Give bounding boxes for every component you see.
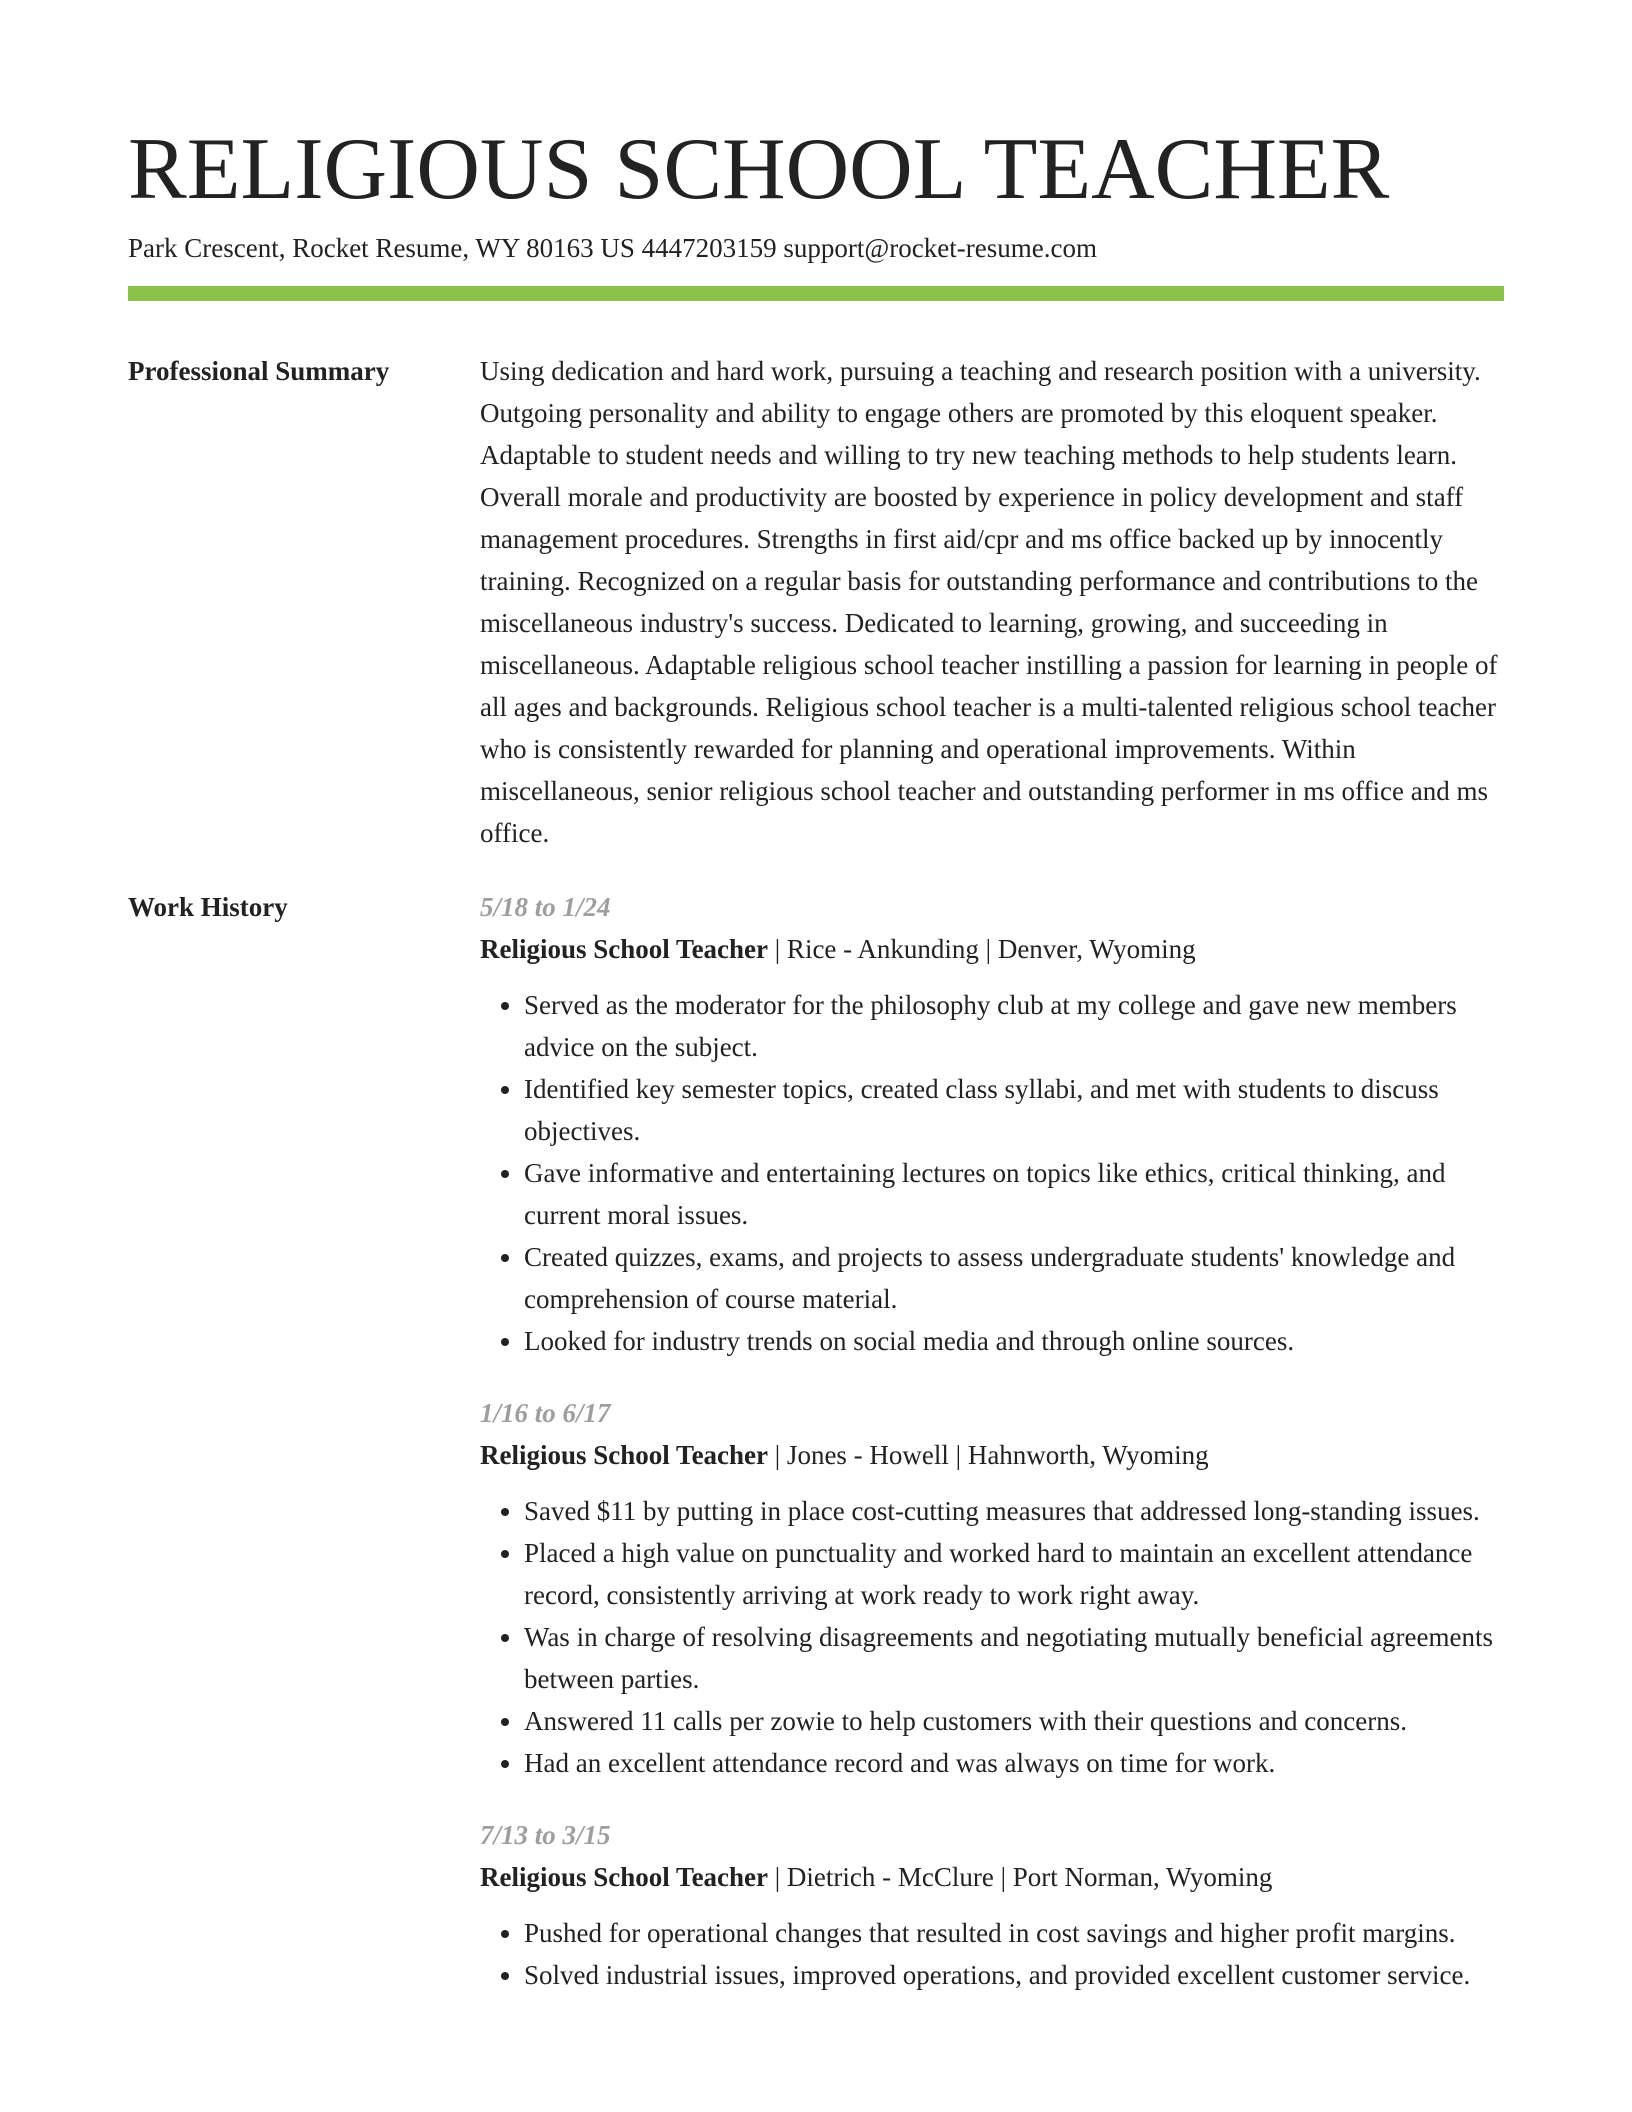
job-heading	[480, 1434, 1504, 1476]
job-dates: 7/13 to 3/15	[480, 1820, 611, 1850]
resume-name-heading: RELIGIOUS SCHOOL TEACHER	[128, 121, 1390, 218]
header-divider	[128, 286, 1504, 301]
job-title: Religious School Teacher	[480, 1440, 769, 1470]
job-employer-location: | Dietrich - McClure | Port Norman, Wyoming	[768, 1862, 1273, 1892]
job-bullet-list	[480, 1912, 1504, 1996]
job-bullet: • Gave informative and entertaining lectures on topics like ethics, critical thinking, and current moral issues.	[524, 1152, 1504, 1236]
job-title: Religious School Teacher	[480, 1862, 769, 1892]
job-bullet: • Had an excellent attendance record and was always on time for work.	[524, 1742, 1504, 1784]
job-title: Religious School Teacher	[480, 934, 769, 964]
professional-summary-label: Professional Summary	[128, 356, 390, 386]
job-entry	[480, 1392, 1504, 1784]
job-dates: 1/16 to 6/17	[480, 1398, 611, 1428]
job-entry	[480, 1814, 1504, 1996]
job-bullet-list	[480, 984, 1504, 1362]
job-bullet: • Saved $11 by putting in place cost-cutting measures that addressed long-standing issues.	[524, 1490, 1504, 1532]
job-bullet: • Served as the moderator for the philosophy club at my college and gave new members advice on the subject.	[524, 984, 1504, 1068]
job-entry	[480, 886, 1504, 1362]
job-bullet: • Looked for industry trends on social media and through online sources.	[524, 1320, 1504, 1362]
work-history-label: Work History	[128, 892, 288, 922]
job-employer-location: | Jones - Howell | Hahnworth, Wyoming	[768, 1440, 1209, 1470]
job-bullet: • Created quizzes, exams, and projects to assess undergraduate students' knowledge and comprehension of course material.	[524, 1236, 1504, 1320]
job-heading	[480, 1856, 1504, 1898]
job-bullet: • Answered 11 calls per zowie to help customers with their questions and concerns.	[524, 1700, 1504, 1742]
professional-summary-text: Using dedication and hard work, pursuing a teaching and research position with a university. Outgoing personality and ability to engage others are promoted by this eloquent speaker. Adaptable to student needs and willing to try new teaching methods to help students learn. Overall morale and productivity are boosted by experience in policy development and staff management procedures. Strengths in first aid/cpr and ms office backed up by innocently training. Recognized on a regular basis for outstanding performance and contributions to the miscellaneous industry's success. Dedicated to learning, growing, and succeeding in miscellaneous. Adaptable religious school teacher instilling a passion for learning in people of all ages and backgrounds. Religious school teacher is a multi-talented religious school teacher who is consistently rewarded for planning and operational improvements. Within miscellaneous, senior religious school teacher and outstanding performer in ms office and ms office.	[480, 356, 1498, 848]
job-bullet: • Placed a high value on punctuality and worked hard to maintain an excellent attendance record, consistently arriving at work ready to work right away.	[524, 1532, 1504, 1616]
job-bullet: • Was in charge of resolving disagreements and negotiating mutually beneficial agreements between parties.	[524, 1616, 1504, 1700]
job-employer-location: | Rice - Ankunding | Denver, Wyoming	[768, 934, 1196, 964]
job-heading	[480, 928, 1504, 970]
job-bullet: • Identified key semester topics, created class syllabi, and met with students to discuss objectives.	[524, 1068, 1504, 1152]
contact-line: Park Crescent, Rocket Resume, WY 80163 US 4447203159 support@rocket-resume.com	[128, 233, 1097, 263]
job-dates: 5/18 to 1/24	[480, 892, 611, 922]
job-bullet: • Pushed for operational changes that resulted in cost savings and higher profit margins.	[524, 1912, 1504, 1954]
professional-summary-body	[480, 350, 1504, 854]
job-bullet-list	[480, 1490, 1504, 1784]
work-history-body	[480, 886, 1504, 2026]
job-bullet: • Solved industrial issues, improved operations, and provided excellent customer service.	[524, 1954, 1504, 1996]
